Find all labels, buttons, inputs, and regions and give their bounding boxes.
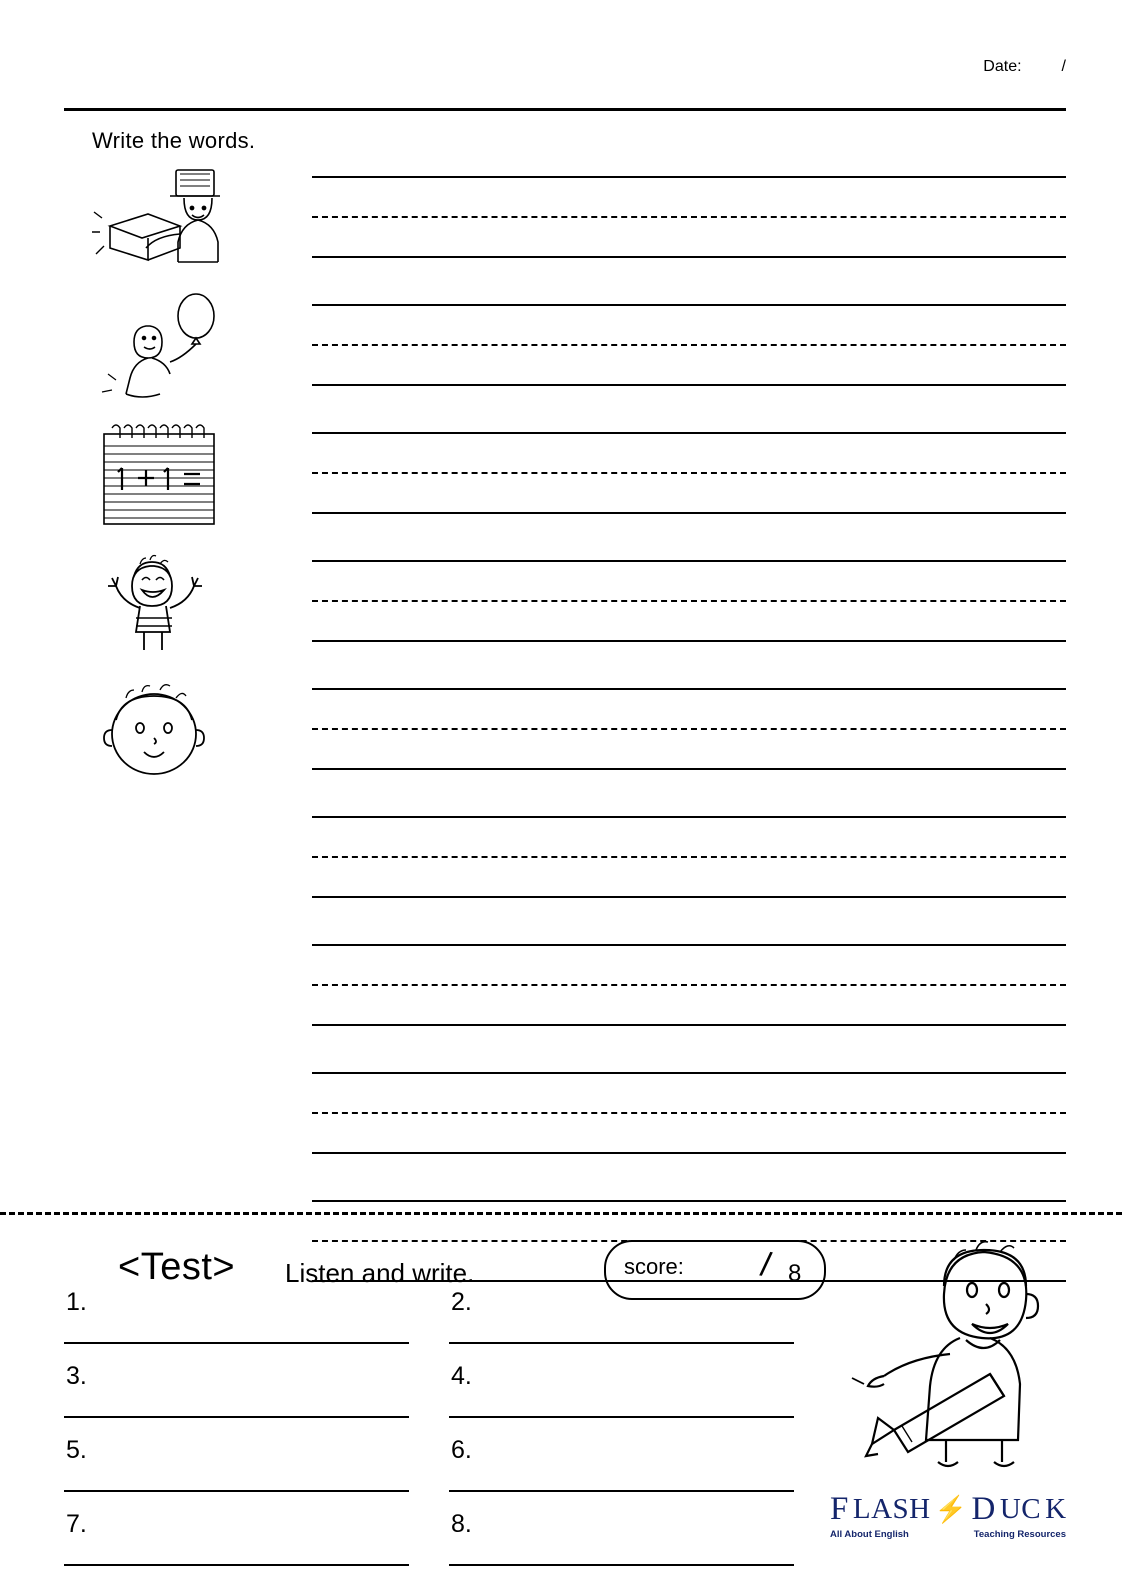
answer-line xyxy=(64,1490,409,1492)
line-solid-bottom xyxy=(312,512,1066,514)
line-solid-top xyxy=(312,944,1066,946)
test-row xyxy=(64,1360,794,1426)
answer-line xyxy=(64,1564,409,1566)
line-dashed-middle xyxy=(312,1112,1066,1114)
line-solid-top xyxy=(312,816,1066,818)
test-subtitle: Listen and write. xyxy=(285,1258,475,1288)
writing-row xyxy=(0,672,1122,800)
instruction-text: Write the words. xyxy=(92,128,256,153)
boy-with-pencil-icon xyxy=(834,1238,1084,1473)
test-item-number: 2. xyxy=(451,1288,472,1316)
date-field xyxy=(983,58,1066,76)
line-solid-top xyxy=(312,1200,1066,1202)
writing-row xyxy=(0,288,1122,416)
test-item-number: 6. xyxy=(451,1436,472,1464)
writing-row-blank xyxy=(0,800,1122,928)
line-dashed-middle xyxy=(312,216,1066,218)
score-label: score: xyxy=(624,1254,684,1279)
handwriting-lines xyxy=(312,552,1066,652)
line-dashed-middle xyxy=(312,344,1066,346)
line-dashed-middle xyxy=(312,856,1066,858)
line-dashed-middle xyxy=(312,728,1066,730)
writing-rows xyxy=(0,160,1122,1312)
writing-row-blank xyxy=(0,928,1122,1056)
test-item-number: 8. xyxy=(451,1510,472,1538)
answer-line xyxy=(449,1342,794,1344)
score-slash: / xyxy=(757,1245,774,1285)
logo-tagline-left: All About English xyxy=(830,1529,909,1540)
line-dashed-middle xyxy=(312,472,1066,474)
line-dashed-middle xyxy=(312,600,1066,602)
test-row xyxy=(64,1286,794,1352)
line-solid-top xyxy=(312,1072,1066,1074)
logo-uc: UC xyxy=(999,1493,1042,1525)
line-solid-top xyxy=(312,560,1066,562)
line-solid-top xyxy=(312,688,1066,690)
test-item[interactable] xyxy=(449,1286,794,1352)
test-item-number: 5. xyxy=(66,1436,87,1464)
lightning-bolt-icon: ⚡ xyxy=(934,1494,968,1524)
score-total: 8 xyxy=(788,1260,802,1287)
writing-row-blank xyxy=(0,1056,1122,1184)
writing-row xyxy=(0,160,1122,288)
answer-line xyxy=(449,1416,794,1418)
writing-row xyxy=(0,544,1122,672)
happy-boy-arms-up-icon xyxy=(92,548,242,666)
logo-f: F xyxy=(830,1491,849,1527)
header-divider xyxy=(64,108,1066,111)
date-label: Date: xyxy=(983,58,1022,75)
logo-k: K xyxy=(1045,1493,1067,1525)
section-divider xyxy=(0,1212,1122,1215)
line-solid-bottom xyxy=(312,1152,1066,1154)
logo-wordmark xyxy=(830,1491,1080,1528)
test-row xyxy=(64,1434,794,1500)
handwriting-lines xyxy=(312,168,1066,268)
test-item-number: 3. xyxy=(66,1362,87,1390)
writing-row xyxy=(0,416,1122,544)
test-item-number: 4. xyxy=(451,1362,472,1390)
line-solid-top xyxy=(312,176,1066,178)
answer-line xyxy=(449,1564,794,1566)
line-solid-bottom xyxy=(312,384,1066,386)
test-item[interactable] xyxy=(64,1434,409,1500)
handwriting-lines xyxy=(312,424,1066,524)
line-solid-top xyxy=(312,432,1066,434)
handwriting-lines xyxy=(312,808,1066,908)
line-solid-bottom xyxy=(312,896,1066,898)
magician-with-box-icon xyxy=(92,164,242,282)
test-item[interactable] xyxy=(64,1508,409,1574)
test-items xyxy=(64,1286,794,1582)
handwriting-lines xyxy=(312,680,1066,780)
math-notepad-icon xyxy=(92,420,242,538)
test-item[interactable] xyxy=(449,1434,794,1500)
answer-line xyxy=(64,1416,409,1418)
test-item-number: 7. xyxy=(66,1510,87,1538)
line-solid-bottom xyxy=(312,768,1066,770)
logo-lash: LASH xyxy=(852,1493,931,1525)
logo-d: D xyxy=(971,1491,996,1527)
answer-line xyxy=(449,1490,794,1492)
test-item[interactable] xyxy=(64,1360,409,1426)
flashduck-logo xyxy=(830,1491,1080,1543)
test-item[interactable] xyxy=(449,1360,794,1426)
line-solid-bottom xyxy=(312,256,1066,258)
logo-tagline-right: Teaching Resources xyxy=(973,1529,1066,1540)
test-row xyxy=(64,1508,794,1574)
handwriting-lines xyxy=(312,1064,1066,1164)
line-solid-bottom xyxy=(312,640,1066,642)
test-title: <Test> xyxy=(118,1246,236,1288)
person-with-balloon-icon xyxy=(92,292,242,410)
handwriting-lines xyxy=(312,296,1066,396)
line-dashed-middle xyxy=(312,984,1066,986)
logo-tagline xyxy=(830,1529,1066,1540)
test-item[interactable] xyxy=(64,1286,409,1352)
boy-face-icon xyxy=(92,676,242,794)
test-item-number: 1. xyxy=(66,1288,87,1316)
date-separator: / xyxy=(1061,58,1066,75)
test-item[interactable] xyxy=(449,1508,794,1574)
answer-line xyxy=(64,1342,409,1344)
line-solid-bottom xyxy=(312,1024,1066,1026)
line-solid-top xyxy=(312,304,1066,306)
handwriting-lines xyxy=(312,936,1066,1036)
